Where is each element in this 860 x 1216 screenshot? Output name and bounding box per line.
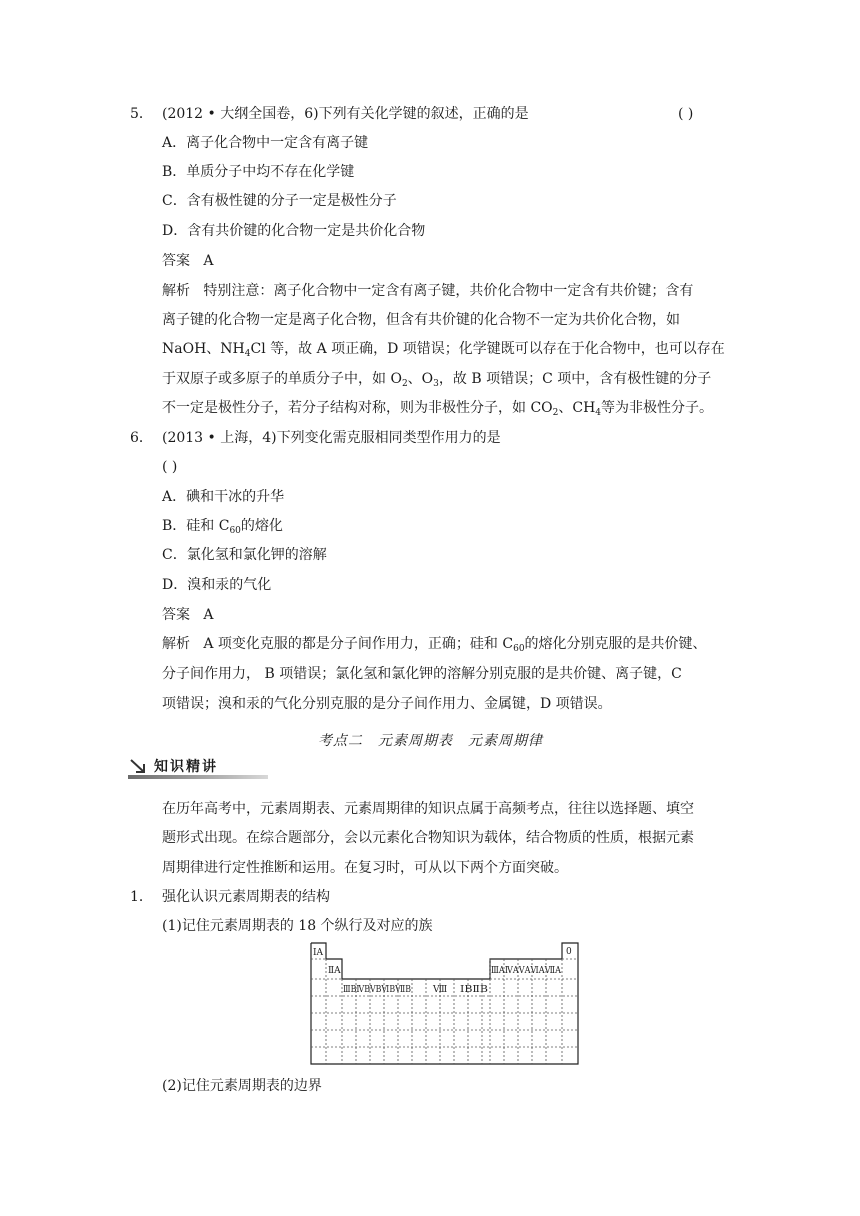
q6-a1-sub: 60	[513, 644, 525, 654]
q5-a4-sub-1: 2	[401, 379, 408, 389]
q5-analysis-line-1	[162, 281, 693, 301]
q5-analysis-line-2: 离子键的化合物一定是离子化合物，但含有共价键的化合物不一定为共价化合物，如	[162, 312, 680, 328]
intro-line-2: 题形式出现。在综合题部分，会以元素化合物知识为载体，结合物质的性质，根据元素	[162, 830, 694, 846]
q5-a4-part-3: ，故 B 项错误；C 项中，含有极性键的分子	[438, 371, 712, 387]
q6-option-b-sub: 60	[229, 526, 241, 536]
q5-a4-sub-2: 3	[433, 379, 439, 389]
q5-a4-part-2: 、O	[407, 371, 434, 387]
q5-option-a: A．离子化合物中一定含有离子键	[162, 135, 369, 151]
q6-option-b-tail: 的熔化	[240, 518, 283, 534]
intro-line-1: 在历年高考中，元素周期表、元素周期律的知识点属于高频考点，往往以选择题、填空	[162, 801, 694, 817]
q5-a3-part-1: NaOH、NH	[162, 341, 245, 357]
point1-title: 强化认识元素周期表的结构	[162, 889, 330, 905]
q5-option-d: D．含有共价键的化合物一定是共价化合物	[162, 223, 426, 239]
q5-a5-sub-1: 2	[552, 408, 559, 418]
table-outline	[311, 943, 578, 1064]
q6-option-d: D．溴和汞的气化	[162, 577, 272, 593]
label-2a: ⅡA	[328, 966, 341, 976]
subpoint-2: (2)记住元素周期表的边界	[162, 1078, 322, 1094]
q5-option-b: B．单质分子中均不存在化学键	[162, 164, 355, 180]
q5-a3-sub: 4	[244, 349, 251, 359]
labels-3a-7a: ⅢAⅣAⅤAⅥAⅦA	[491, 966, 562, 976]
q5-analysis-line-3	[162, 339, 725, 359]
q6-analysis-line-1	[162, 634, 707, 654]
q5-a5-part-1: 不一定是极性分子，若分子结构对称，则为非极性分子，如 CO	[162, 400, 553, 416]
label-8: Ⅷ	[433, 985, 448, 995]
q6-analysis-line-3: 项错误；溴和汞的气化分别克服的是分子间作用力、金属键，D 项错误。	[162, 696, 612, 712]
label-0: 0	[566, 947, 572, 957]
q5-a5-part-3: 等为非极性分子。	[601, 400, 714, 416]
q5-option-c: C．含有极性键的分子一定是极性分子	[162, 193, 397, 209]
q5-a4-part-1: 于双原子或多原子的单质分子中，如 O	[162, 371, 402, 387]
q5-analysis-text-1: 特别注意：离子化合物中一定含有离子键，共价化合物中一定含有共价键；含有	[203, 283, 694, 299]
q6-a1-part-2: 的熔化分别克服的是共价键、	[524, 636, 707, 652]
intro-line-3: 周期律进行定性推断和运用。在复习时，可从以下两个方面突破。	[162, 860, 568, 876]
labels-3b-7b: ⅢBⅣBⅤBⅥBⅦB	[343, 985, 412, 995]
q6-answer-bracket: ( )	[162, 459, 178, 475]
q5-analysis-line-5	[162, 398, 713, 418]
q6-option-b	[162, 516, 283, 536]
q6-option-a: A．碘和干冰的升华	[162, 489, 285, 505]
knowledge-banner	[128, 757, 268, 779]
q6-stem: (2013 • 上海，4)下列变化需克服相同类型作用力的是	[162, 430, 501, 446]
periodic-table-diagram	[310, 942, 580, 1066]
q6-number: 6．	[130, 430, 153, 446]
q5-number: 5．	[130, 106, 153, 122]
banner-underline	[128, 775, 268, 779]
q6-option-c: C．氯化氢和氯化钾的溶解	[162, 547, 327, 563]
q5-answer-label: 答案	[162, 253, 190, 269]
point1-number: 1．	[130, 889, 153, 905]
subpoint-1: (1)记住元素周期表的 18 个纵行及对应的族	[162, 918, 433, 934]
q5-a5-part-2: 、CH	[558, 400, 596, 416]
q5-analysis-line-4	[162, 369, 711, 389]
q6-answer-value: A	[203, 607, 214, 623]
section-title: 考点二 元素周期表 元素周期律	[318, 733, 543, 749]
diagonal-arrow-icon	[130, 759, 150, 775]
q5-answer-bracket: ( )	[678, 106, 694, 122]
q6-answer-label: 答案	[162, 607, 190, 623]
q6-analysis-line-2: 分子间作用力， B 项错误；氯化氢和氯化钾的溶解分别克服的是共价键、离子键，C	[162, 666, 682, 682]
label-1a: ⅠA	[313, 948, 324, 958]
q6-a1-part-1: A 项变化克服的都是分子间作用力，正确；硅和 C	[203, 636, 514, 652]
labels-1b-2b: ⅠBⅡB	[460, 985, 489, 995]
q6-answer	[162, 605, 213, 625]
banner-label: 知识精讲	[154, 759, 218, 775]
q6-option-b-text: B．硅和 C	[162, 518, 230, 534]
q5-a5-sub-2: 4	[595, 408, 602, 418]
q5-analysis-label: 解析	[162, 283, 190, 299]
q5-a3-part-2: Cl 等，故 A 项正确，D 项错误；化学键既可以存在于化合物中，也可以存在	[250, 341, 725, 357]
q5-answer-value: A	[203, 253, 214, 269]
q5-stem: (2012 • 大纲全国卷，6)下列有关化学键的叙述，正确的是	[162, 106, 529, 122]
q6-analysis-label: 解析	[162, 636, 190, 652]
q5-answer	[162, 251, 213, 271]
